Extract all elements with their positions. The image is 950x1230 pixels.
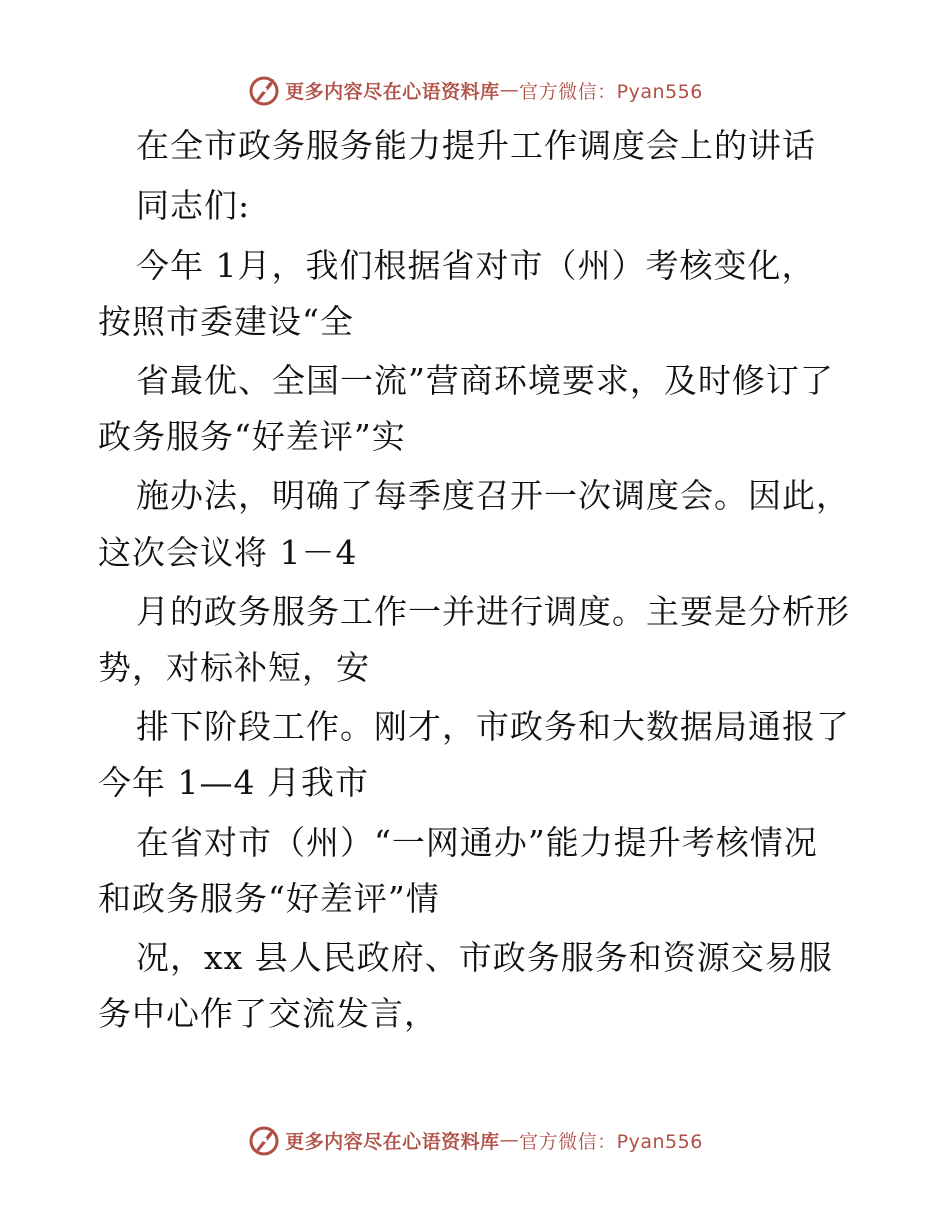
header-banner [0, 70, 950, 110]
salutation: 同志们: [136, 186, 251, 225]
paragraph-line: 月的政务服务工作一并进行调度。主要是分析形 [136, 592, 850, 631]
paragraph-line: 省最优、全国一流”营商环境要求，及时修订了 [136, 361, 834, 400]
paragraph-line: 施办法，明确了每季度召开一次调度会。因此， [136, 476, 850, 515]
banner-separator: — [499, 1129, 520, 1151]
banner-contact-text: 官方微信：Pyan556 [519, 1130, 703, 1153]
banner-promo-text: 更多内容尽在心语资料库 [285, 80, 500, 103]
banner-contact-text: 官方微信：Pyan556 [519, 80, 703, 103]
banner-promo-text: 更多内容尽在心语资料库 [285, 1130, 500, 1153]
document-title: 在全市政务服务能力提升工作调度会上的讲话 [136, 126, 816, 165]
banner-separator: — [499, 79, 520, 101]
paragraph-line: 今年 1月，我们根据省对市（州）考核变化， [136, 246, 816, 285]
pen-nib-circle-icon [247, 1123, 281, 1157]
paragraph-line: 势，对标补短，安 [98, 648, 370, 687]
paragraph-line: 务中心作了交流发言， [98, 994, 438, 1033]
footer-banner [0, 1120, 950, 1160]
paragraph-line: 在省对市（州）“一网通办”能力提升考核情况 [136, 823, 818, 862]
paragraph-line: 按照市委建设“全 [98, 302, 354, 341]
pen-nib-circle-icon [247, 73, 281, 107]
paragraph-line: 政务服务“好差评”实 [98, 417, 406, 456]
paragraph-line: 这次会议将 1－4 [98, 533, 358, 572]
paragraph-line: 排下阶段工作。刚才，市政务和大数据局通报了 [136, 707, 850, 746]
paragraph-line: 和政务服务“好差评”情 [98, 879, 440, 918]
paragraph-line: 今年 1—4 月我市 [98, 763, 369, 802]
paragraph-line: 况，xx 县人民政府、市政务服务和资源交易服 [136, 938, 833, 977]
